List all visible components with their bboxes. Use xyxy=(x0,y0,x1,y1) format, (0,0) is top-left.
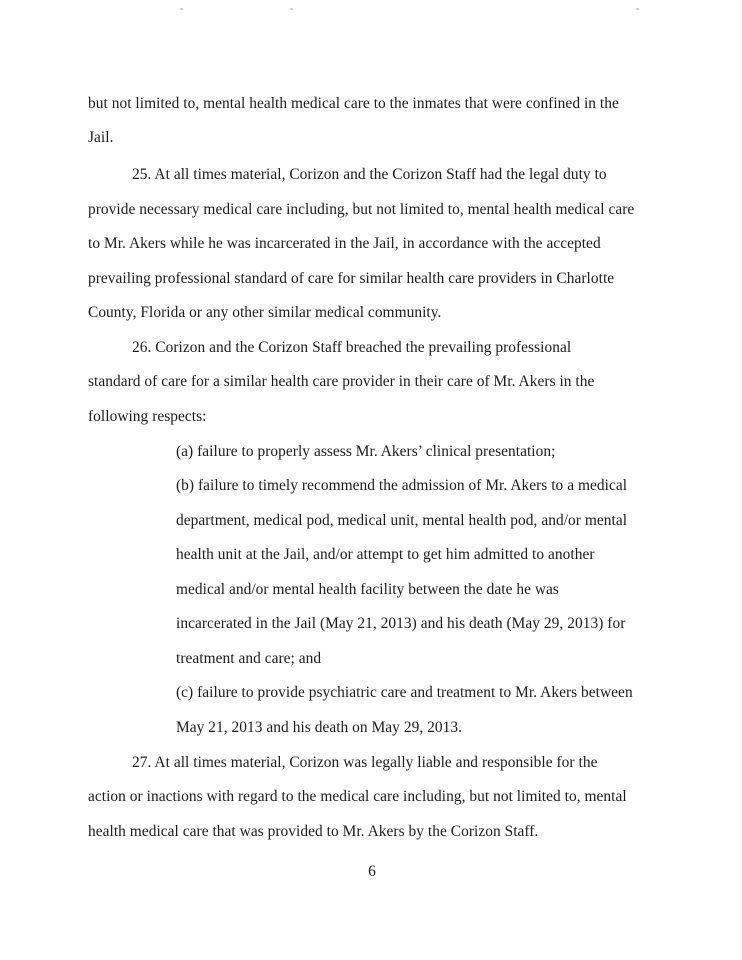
paragraph-25-first-line: 25. At all times material, Corizon and the Corizon Staff had the legal duty to xyxy=(132,166,607,183)
paragraph-27-first-line: 27. At all times material, Corizon was legally liable and responsible for the xyxy=(132,754,598,771)
scan-speck xyxy=(180,8,183,10)
body-line: Jail. xyxy=(88,129,114,146)
page-number: 6 xyxy=(368,863,376,880)
scan-speck xyxy=(636,8,639,10)
body-line: County, Florida or any other similar medical community. xyxy=(88,304,442,321)
list-item-b: (b) failure to timely recommend the admission of Mr. Akers to a medical xyxy=(176,477,628,494)
list-item-line: May 21, 2013 and his death on May 29, 2013. xyxy=(176,719,462,736)
body-line: provide necessary medical care including, but not limited to, mental health medical care xyxy=(88,201,635,218)
body-line: health medical care that was provided to Mr. Akers by the Corizon Staff. xyxy=(88,823,539,840)
scan-speck xyxy=(290,8,293,10)
body-line: to Mr. Akers while he was incarcerated in the Jail, in accordance with the accepted xyxy=(88,235,601,252)
list-item-a: (a) failure to properly assess Mr. Akers’ clinical presentation; xyxy=(176,443,556,460)
body-line: but not limited to, mental health medical care to the inmates that were confined in the xyxy=(88,95,619,112)
paragraph-26-first-line: 26. Corizon and the Corizon Staff breached the prevailing professional xyxy=(132,339,572,356)
list-item-line: health unit at the Jail, and/or attempt to get him admitted to another xyxy=(176,546,595,563)
list-item-line: department, medical pod, medical unit, mental health pod, and/or mental xyxy=(176,512,628,529)
list-item-c: (c) failure to provide psychiatric care and treatment to Mr. Akers between xyxy=(176,684,633,701)
body-line: prevailing professional standard of care for similar health care providers in Charlotte xyxy=(88,270,615,287)
list-item-line: medical and/or mental health facility between the date he was xyxy=(176,581,559,598)
body-line: following respects: xyxy=(88,408,207,425)
list-item-line: treatment and care; and xyxy=(176,650,322,667)
body-line: action or inactions with regard to the medical care including, but not limited to, mental xyxy=(88,788,627,805)
body-line: standard of care for a similar health care provider in their care of Mr. Akers in the xyxy=(88,373,595,390)
list-item-line: incarcerated in the Jail (May 21, 2013) and his death (May 29, 2013) for xyxy=(176,615,626,632)
